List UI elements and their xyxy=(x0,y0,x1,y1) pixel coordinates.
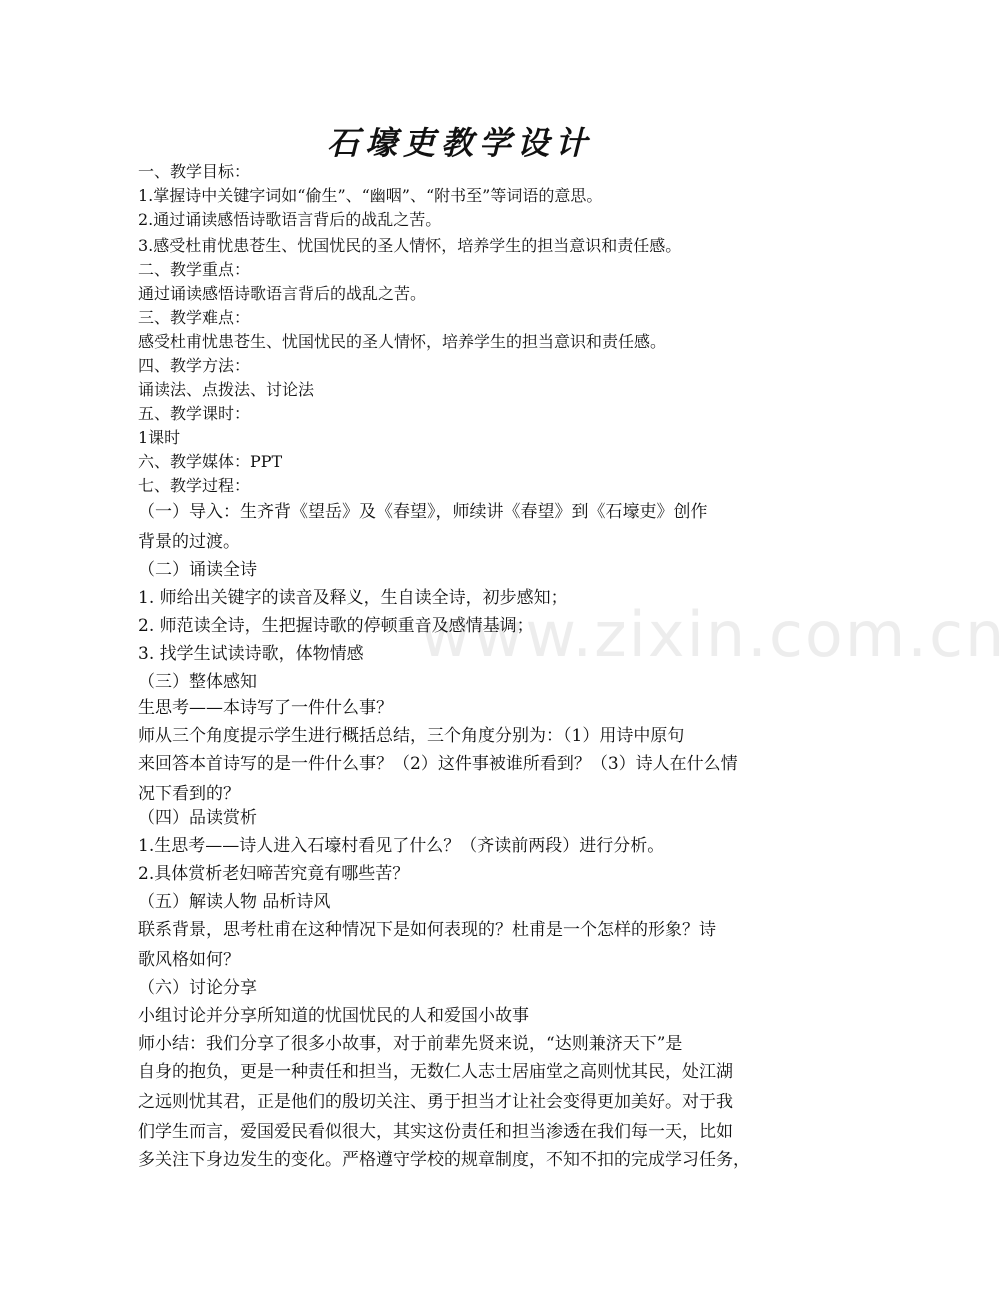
text-line: 2.通过诵读感悟诗歌语言背后的战乱之苦。 xyxy=(138,210,442,229)
text-line: 三、教学难点： xyxy=(138,308,251,327)
text-line: 歌风格如何？ xyxy=(138,950,240,970)
text-line: 师从三个角度提示学生进行概括总结，三个角度分别为：（1）用诗中原句 xyxy=(138,726,685,746)
text-line: 来回答本首诗写的是一件什么事？（2）这件事被谁所看到？（3）诗人在什么情 xyxy=(138,754,738,774)
text-line: 四、教学方法： xyxy=(138,356,251,375)
document-title: 石壕吏教学设计 xyxy=(326,124,593,162)
text-line: （五）解读人物 品析诗风 xyxy=(138,892,331,912)
text-line: 多关注下身边发生的变化。严格遵守学校的规章制度，不知不扣的完成学习任务， xyxy=(138,1150,750,1170)
text-line: （四）品读赏析 xyxy=(138,808,257,828)
text-line: 3. 找学生试读诗歌，体物情感 xyxy=(138,644,364,664)
text-line: （二）诵读全诗 xyxy=(138,560,257,580)
text-line: 五、教学课时： xyxy=(138,404,251,423)
text-line: 1课时 xyxy=(138,428,181,447)
text-line: 通过诵读感悟诗歌语言背后的战乱之苦。 xyxy=(138,284,427,303)
text-line: 2. 师范读全诗，生把握诗歌的停顿重音及感情基调； xyxy=(138,616,534,636)
text-line: 1.生思考——诗人进入石壕村看见了什么？（齐读前两段）进行分析。 xyxy=(138,836,665,856)
text-line: 1.掌握诗中关键字词如“偷生”、“幽咽”、“附书至”等词语的意思。 xyxy=(138,186,603,205)
text-line: （六）讨论分享 xyxy=(138,978,257,998)
watermark: www.zixin.com.cn xyxy=(420,598,1006,671)
text-line: （三）整体感知 xyxy=(138,672,257,692)
text-line: 1. 师给出关键字的读音及释义，生自读全诗，初步感知； xyxy=(138,588,568,608)
text-line: 联系背景，思考杜甫在这种情况下是如何表现的？杜甫是一个怎样的形象？诗 xyxy=(138,920,716,940)
text-line: 2.具体赏析老妇啼苦究竟有哪些苦？ xyxy=(138,864,410,884)
text-line: 七、教学过程： xyxy=(138,476,251,495)
text-line: 诵读法、点拨法、讨论法 xyxy=(138,380,315,399)
text-line: 二、教学重点： xyxy=(138,260,251,279)
text-line: 小组讨论并分享所知道的忧国忧民的人和爱国小故事 xyxy=(138,1006,529,1026)
text-line: 一、教学目标： xyxy=(138,162,251,181)
text-line: 自身的抱负，更是一种责任和担当，无数仁人志士居庙堂之高则忧其民，处江湖 xyxy=(138,1062,733,1082)
text-line: 师小结：我们分享了很多小故事，对于前辈先贤来说，“达则兼济天下”是 xyxy=(138,1034,683,1054)
text-line: 六、教学媒体：PPT xyxy=(138,452,283,471)
text-line: 3.感受杜甫忧患苍生、忧国忧民的圣人情怀，培养学生的担当意识和责任感。 xyxy=(138,236,682,255)
text-line: 们学生而言，爱国爱民看似很大，其实这份责任和担当渗透在我们每一天，比如 xyxy=(138,1122,733,1142)
text-line: 背景的过渡。 xyxy=(138,532,240,552)
text-line: （一）导入：生齐背《望岳》及《春望》，师续讲《春望》到《石壕吏》创作 xyxy=(138,502,708,522)
text-line: 况下看到的？ xyxy=(138,784,240,804)
text-line: 之远则忧其君，正是他们的殷切关注、勇于担当才让社会变得更加美好。对于我 xyxy=(138,1092,733,1112)
text-line: 感受杜甫忧患苍生、忧国忧民的圣人情怀，培养学生的担当意识和责任感。 xyxy=(138,332,667,351)
text-line: 生思考——本诗写了一件什么事？ xyxy=(138,698,393,718)
